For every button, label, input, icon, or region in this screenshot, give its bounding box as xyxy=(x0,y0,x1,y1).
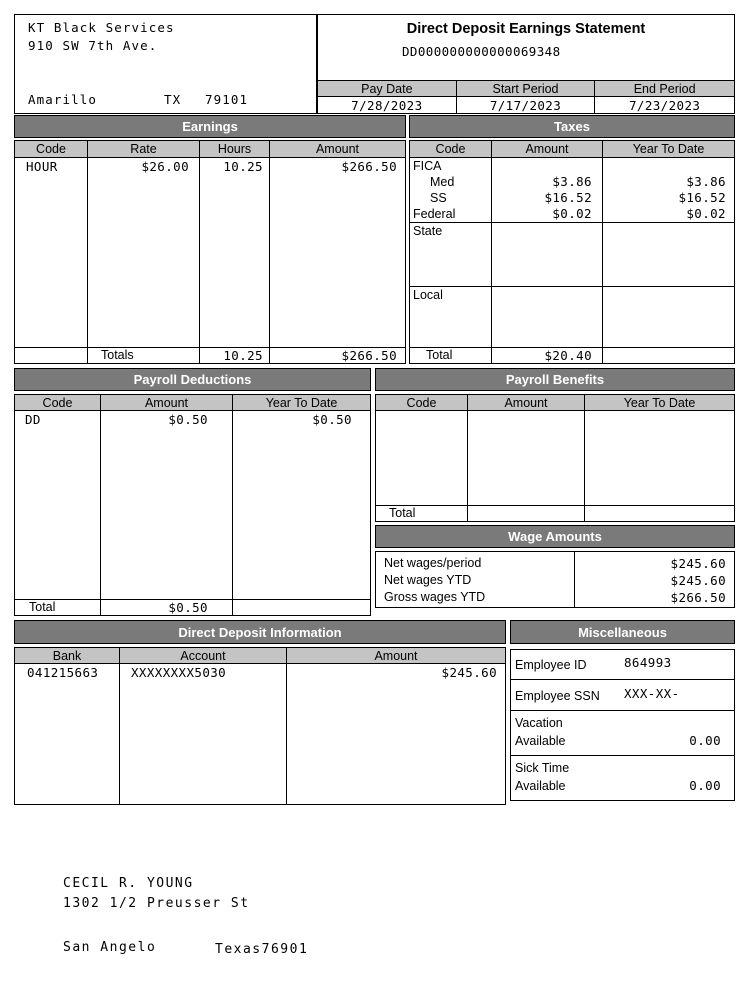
deductions-row-code: DD xyxy=(15,411,101,599)
gross-wages-ytd-label: Gross wages YTD xyxy=(384,590,486,604)
gross-wages-ytd-value: $266.50 xyxy=(670,590,726,605)
deductions-section-header: Payroll Deductions xyxy=(14,368,371,391)
deductions-row-ytd: $0.50 xyxy=(312,412,352,427)
dd-col-amount: Amount xyxy=(287,648,505,664)
employer-address-box xyxy=(14,14,317,114)
taxes-state-block xyxy=(410,222,734,286)
taxes-med-amount: $3.86 xyxy=(552,174,592,189)
taxes-federal-amount: $0.02 xyxy=(552,206,592,221)
pay-period-table xyxy=(318,80,734,113)
document-number: DD000000000000069348 xyxy=(402,44,561,59)
taxes-state-label: State xyxy=(410,223,492,286)
taxes-med-ytd: $3.86 xyxy=(686,174,726,189)
deductions-col-code: Code xyxy=(15,395,101,411)
earnings-col-hours: Hours xyxy=(200,141,270,158)
dd-col-account: Account xyxy=(120,648,287,664)
benefits-col-code: Code xyxy=(376,395,468,411)
earnings-section-header: Earnings xyxy=(14,115,406,138)
employee-ssn-value: XXX-XX- xyxy=(624,686,680,701)
direct-deposit-section-header: Direct Deposit Information xyxy=(14,620,506,644)
taxes-fica-block xyxy=(410,158,734,222)
employer-name: KT Black Services xyxy=(28,20,175,35)
benefits-empty-body xyxy=(376,411,734,505)
taxes-table xyxy=(409,140,735,364)
net-wages-period-label: Net wages/period xyxy=(384,556,482,570)
taxes-total-label: Total xyxy=(410,348,492,363)
employee-ssn-row xyxy=(511,680,734,711)
taxes-col-amount: Amount xyxy=(492,141,603,158)
benefits-total-label: Total xyxy=(376,506,468,521)
taxes-col-ytd: Year To Date xyxy=(603,141,734,158)
employee-name: CECIL R. YOUNG xyxy=(63,876,194,891)
earnings-totals-hours: 10.25 xyxy=(200,348,270,363)
employee-id-value: 864993 xyxy=(624,655,672,670)
vacation-value: 0.00 xyxy=(689,733,721,748)
deductions-total-label: Total xyxy=(15,600,101,615)
benefits-col-ytd: Year To Date xyxy=(585,395,734,411)
deductions-col-amount: Amount xyxy=(101,395,233,411)
employee-id-row xyxy=(511,650,734,680)
employee-state: Texas xyxy=(215,942,262,957)
earnings-row-rate: $26.00 xyxy=(88,158,200,347)
employee-street: 1302 1/2 Preusser St xyxy=(63,896,250,911)
start-period-header: Start Period xyxy=(457,81,596,97)
wage-amounts-table xyxy=(375,551,735,608)
net-wages-period-value: $245.60 xyxy=(670,556,726,571)
taxes-col-code: Code xyxy=(410,141,492,158)
sick-time-label-line2: Available xyxy=(515,779,566,793)
sick-time-value: 0.00 xyxy=(689,778,721,793)
vacation-label-line1: Vacation xyxy=(515,716,563,730)
deductions-total-row xyxy=(15,599,370,615)
statement-header-box xyxy=(317,14,735,114)
taxes-fica-label: FICA xyxy=(413,159,442,173)
benefits-table xyxy=(375,394,735,522)
earnings-totals-amount: $266.50 xyxy=(341,348,397,363)
taxes-ss-amount: $16.52 xyxy=(544,190,592,205)
employee-address-block xyxy=(63,876,463,966)
earnings-row-code: HOUR xyxy=(15,158,88,347)
vacation-row xyxy=(511,711,734,756)
taxes-federal-label: Federal xyxy=(413,207,456,221)
dd-row-bank: 041215663 xyxy=(15,664,120,804)
earnings-col-code: Code xyxy=(15,141,88,158)
dd-col-bank: Bank xyxy=(15,648,120,664)
start-period-value: 7/17/2023 xyxy=(457,97,596,114)
employer-zip: 79101 xyxy=(205,92,249,107)
deductions-total-amount: $0.50 xyxy=(101,600,233,615)
net-wages-ytd-label: Net wages YTD xyxy=(384,573,472,587)
taxes-local-block xyxy=(410,286,734,347)
earnings-row-hours: 10.25 xyxy=(200,158,270,347)
sick-time-row xyxy=(511,756,734,801)
benefits-section-header: Payroll Benefits xyxy=(375,368,735,391)
employee-zip: 76901 xyxy=(261,942,309,957)
direct-deposit-row xyxy=(15,664,505,804)
employee-city: San Angelo xyxy=(63,940,157,955)
earnings-table xyxy=(14,140,406,364)
employer-city: Amarillo xyxy=(28,92,98,107)
earnings-col-rate: Rate xyxy=(88,141,200,158)
direct-deposit-table xyxy=(14,647,506,805)
employer-state: TX xyxy=(164,92,182,107)
taxes-total-row xyxy=(410,347,734,363)
taxes-federal-ytd: $0.02 xyxy=(686,206,726,221)
employer-street: 910 SW 7th Ave. xyxy=(28,38,158,53)
deductions-table xyxy=(14,394,371,616)
earnings-row-amount: $266.50 xyxy=(341,159,397,174)
earnings-row xyxy=(15,158,405,347)
taxes-med-label: Med xyxy=(430,175,455,189)
taxes-section-header: Taxes xyxy=(409,115,735,138)
net-wages-ytd-value: $245.60 xyxy=(670,573,726,588)
employee-state-zip xyxy=(215,940,308,958)
taxes-ss-ytd: $16.52 xyxy=(678,190,726,205)
taxes-total-amount: $20.40 xyxy=(492,348,603,363)
end-period-value: 7/23/2023 xyxy=(628,98,701,113)
miscellaneous-section-header: Miscellaneous xyxy=(510,620,735,644)
taxes-ss-label: SS xyxy=(430,191,447,205)
wage-amounts-section-header: Wage Amounts xyxy=(375,525,735,548)
dd-row-account: XXXXXXXX5030 xyxy=(120,664,287,804)
benefits-col-amount: Amount xyxy=(468,395,585,411)
earnings-col-amount: Amount xyxy=(270,141,405,158)
employee-id-label: Employee ID xyxy=(515,658,587,672)
vacation-label-line2: Available xyxy=(515,734,566,748)
benefits-total-row xyxy=(376,505,734,521)
deductions-col-ytd: Year To Date xyxy=(233,395,370,411)
end-period-header: End Period xyxy=(595,81,734,97)
earnings-totals-label: Totals xyxy=(88,348,200,363)
earnings-totals-row xyxy=(15,347,405,363)
taxes-local-label: Local xyxy=(410,287,492,347)
pay-date-header: Pay Date xyxy=(318,81,457,97)
miscellaneous-panel xyxy=(510,649,735,801)
employee-ssn-label: Employee SSN xyxy=(515,689,600,703)
deductions-row xyxy=(15,411,370,599)
sick-time-label-line1: Sick Time xyxy=(515,761,570,775)
deductions-row-amount: $0.50 xyxy=(101,411,233,599)
pay-date-value: 7/28/2023 xyxy=(318,97,457,114)
statement-title: Direct Deposit Earnings Statement xyxy=(406,21,646,37)
dd-row-amount: $245.60 xyxy=(441,665,497,680)
